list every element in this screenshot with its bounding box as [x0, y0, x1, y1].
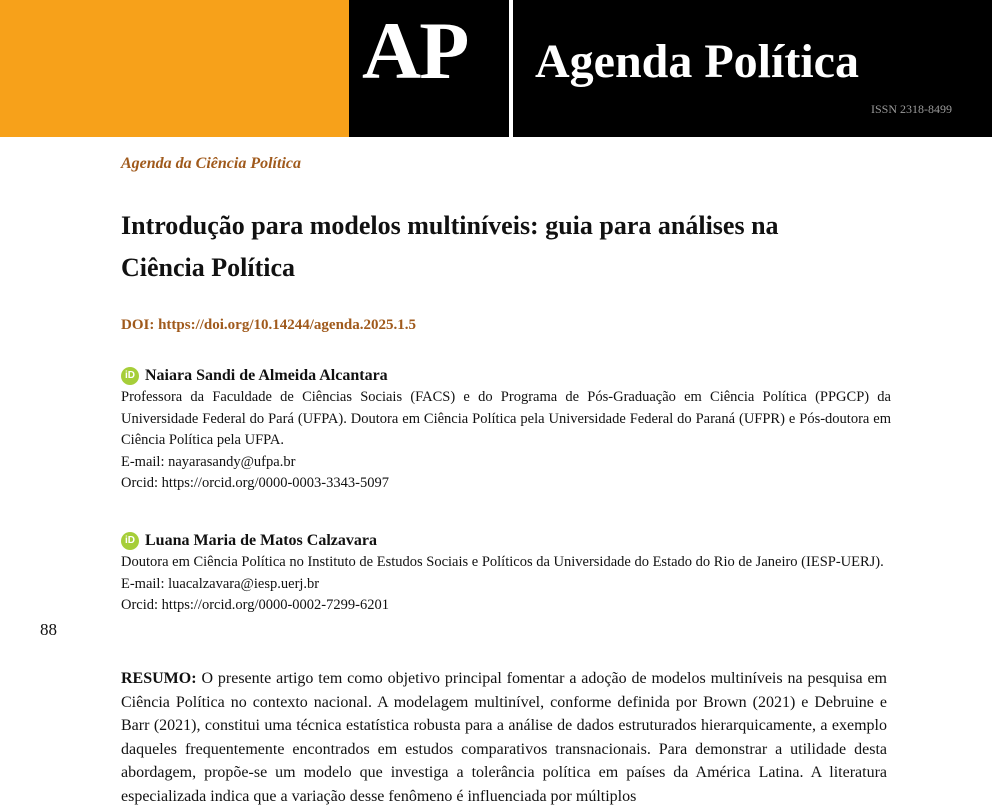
abstract-text: O presente artigo tem como objetivo principal fomentar a adoção de modelos multiníveis na pesquisa em Ciência Política no contexto nacional. A modelagem multinível, conforme definida por Brown (2021) e Debruine e Barr (2021), constitui uma técnica estatística robusta para a análise de dados estruturados hierarquicamente, a exemplo daqueles frequentemente encontrados em estudos comparativos transnacionais. Para demonstrar a utilidade desta abordagem, propõe-se um modelo que investiga a tolerância política em países da América Latina. A literatura especializada indica que a variação desse fenômeno é influenciada por múltiplos [121, 670, 888, 805]
journal-logo: AP [362, 5, 468, 96]
abstract-label: RESUMO: [121, 670, 197, 687]
page-number: 88 [40, 620, 57, 639]
abstract [121, 667, 887, 808]
journal-header [0, 0, 992, 137]
author-affiliation: Professora da Faculdade de Ciências Sociais (FACS) e do Programa de Pós-Graduação em Ciência Política (PPGCP) da Universidade Federal do Pará (UFPA). Doutora em Ciência Política pela Universidade Federal do Paraná (UFPR) e Pós-doutora em Ciência Política pela UFPA. [121, 389, 891, 448]
author-name: Naiara Sandi de Almeida Alcantara [145, 367, 388, 385]
issn: ISSN 2318-8499 [870, 102, 952, 116]
author-block [121, 530, 891, 617]
author-affiliation: Doutora em Ciência Política no Instituto de Estudos Sociais e Políticos da Universidade do Estado do Rio de Janeiro (IESP-UERJ). [121, 554, 884, 570]
author-orcid[interactable]: Orcid: https://orcid.org/0000-0003-3343-5097 [121, 475, 389, 491]
orcid-icon[interactable]: iD [121, 532, 139, 550]
section-label: Agenda da Ciência Política [121, 155, 301, 172]
article-title: Introdução para modelos multiníveis: guia para análises na Ciência Política [121, 211, 779, 282]
author-name-row [121, 365, 891, 387]
author-email[interactable]: E-mail: nayarasandy@ufpa.br [121, 453, 296, 470]
author-block [121, 365, 891, 495]
journal-title: Agenda Política [535, 35, 859, 88]
author-email[interactable]: E-mail: luacalzavara@iesp.uerj.br [121, 575, 320, 592]
header-orange-block [0, 0, 349, 137]
doi-link[interactable]: DOI: https://doi.org/10.14244/agenda.2025.1.5 [121, 317, 417, 333]
orcid-icon[interactable]: iD [121, 367, 139, 385]
author-name-row [121, 530, 891, 552]
author-name: Luana Maria de Matos Calzavara [145, 532, 377, 550]
author-orcid[interactable]: Orcid: https://orcid.org/0000-0002-7299-6201 [121, 597, 389, 613]
